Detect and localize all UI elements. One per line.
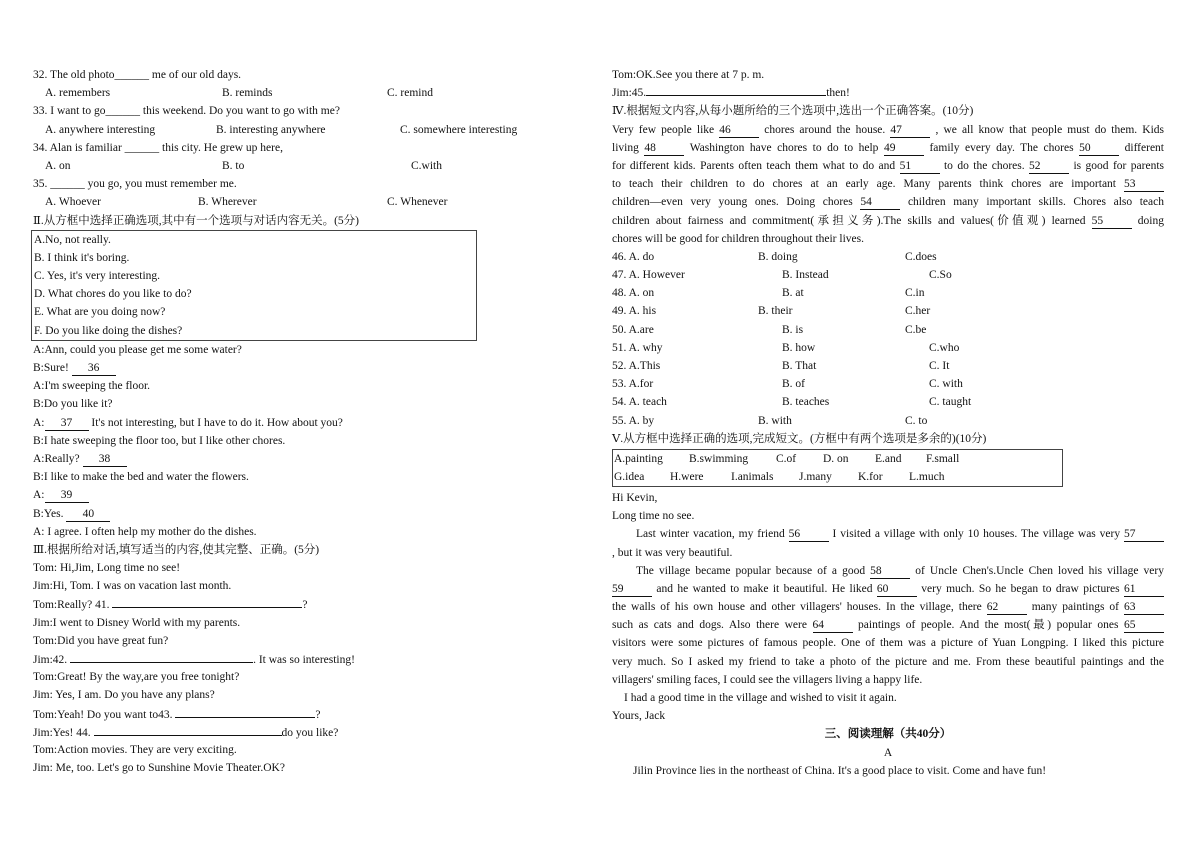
choice-row bbox=[612, 248, 1164, 266]
options-box-row-1 bbox=[614, 450, 1062, 468]
choice-c: C.who bbox=[929, 341, 960, 354]
letter-signoff: Yours, Jack bbox=[612, 710, 666, 723]
choice-b: B. teaches bbox=[782, 396, 830, 409]
letter-greeting: Hi Kevin, bbox=[612, 491, 658, 504]
cloze-blank-52[interactable]: 52 bbox=[1029, 159, 1069, 174]
dialog-text: Jim:42. bbox=[33, 654, 71, 666]
choice-b: B. of bbox=[782, 378, 805, 391]
section-3-title: Ⅲ.根据所给对话,填写适当的内容,使其完整、正确。(5分) bbox=[33, 543, 320, 556]
q35-option-b: B. Wherever bbox=[198, 196, 257, 209]
jim45-prefix: Jim:45. bbox=[612, 87, 647, 100]
q34-options bbox=[33, 157, 533, 175]
dialog-text: Jim:I went to Disney World with my parents. bbox=[33, 616, 241, 629]
choices-section-4 bbox=[612, 248, 1164, 430]
cloze-blank-51[interactable]: 51 bbox=[900, 159, 940, 174]
dialog-line bbox=[33, 450, 533, 468]
dialog-text: A: bbox=[33, 416, 45, 429]
box-option: F.small bbox=[926, 452, 960, 465]
dialog-line bbox=[33, 486, 533, 504]
dialog-text: ? bbox=[315, 708, 321, 721]
dialog-line bbox=[33, 759, 533, 777]
answer-fill-line[interactable] bbox=[94, 723, 282, 736]
reading-passage-label: A bbox=[883, 746, 893, 759]
q32-stem: 32. The old photo______ me of our old days. bbox=[33, 69, 242, 81]
passage-line bbox=[612, 121, 1164, 139]
choice-row bbox=[612, 302, 1164, 320]
passage-line bbox=[612, 616, 1164, 634]
answer-blank-37[interactable]: 37 bbox=[45, 416, 89, 431]
choice-b: B. is bbox=[782, 323, 804, 336]
passage-text: visitors were some pictures of famous people. One of them was a picture of Yuan Longping. I liked this picture bbox=[612, 637, 1164, 650]
box-option: I.animals bbox=[731, 470, 774, 483]
choice-a: 49. A. his bbox=[612, 305, 657, 318]
dialog-text: B:Do you like it? bbox=[33, 398, 113, 411]
answer-blank-45[interactable] bbox=[646, 95, 826, 96]
passage-text: for different kids. Parents often teach them what to do and bbox=[612, 159, 900, 172]
passage-text: I visited a village with only 10 houses. The village was very bbox=[828, 528, 1124, 541]
dialog-text: Tom:Great! By the way,are you free tonight? bbox=[33, 671, 240, 684]
q32-option-c: C. remind bbox=[387, 87, 433, 100]
options-box-section-5 bbox=[612, 449, 1063, 487]
choice-row bbox=[612, 321, 1164, 339]
box-option: J.many bbox=[799, 470, 832, 483]
choice-b: B. doing bbox=[758, 250, 798, 263]
passage-section-5 bbox=[612, 525, 1164, 689]
dialog-line bbox=[33, 377, 533, 395]
passage-text: such as cats and dogs. Also there were bbox=[612, 619, 813, 632]
dialog-line bbox=[33, 432, 533, 450]
passage-text: The village became popular because of a good bbox=[636, 564, 871, 577]
dialog-text: Tom:Action movies. They are very exciting. bbox=[33, 743, 237, 756]
letter-opening: Long time no see. bbox=[612, 510, 695, 523]
cloze-blank-59[interactable]: 59 bbox=[612, 582, 652, 597]
passage-line bbox=[612, 212, 1164, 230]
box-option: A.painting bbox=[614, 452, 663, 465]
dialog-line bbox=[33, 668, 533, 686]
dialog-line bbox=[33, 632, 533, 650]
q32-options bbox=[33, 84, 533, 102]
cloze-blank-48[interactable]: 48 bbox=[644, 141, 684, 156]
dialog-line bbox=[33, 414, 533, 432]
dialog-text: B:I like to make the bed and water the flowers. bbox=[33, 471, 249, 484]
dialog-text: B:I hate sweeping the floor too, but I like other chores. bbox=[33, 434, 286, 447]
dialog-section-2 bbox=[33, 341, 533, 541]
dialog-line bbox=[33, 650, 533, 668]
cloze-blank-56[interactable]: 56 bbox=[789, 527, 829, 542]
q34-stem: 34. Alan is familiar ______ this city. He grew up here, bbox=[33, 141, 283, 154]
answer-blank-40[interactable]: 40 bbox=[66, 507, 110, 522]
dialog-text: A:Ann, could you please get me some water? bbox=[33, 343, 242, 356]
dialog-text: A:Really? bbox=[33, 452, 83, 465]
cloze-blank-54[interactable]: 54 bbox=[860, 195, 900, 210]
section-5-title: Ⅴ.从方框中选择正确的选项,完成短文。(方框中有两个选项是多余的)(10分) bbox=[612, 432, 987, 445]
passage-line bbox=[612, 193, 1164, 211]
choice-a: 47. A. However bbox=[612, 269, 685, 282]
dialog-line bbox=[33, 577, 533, 595]
choice-c: C.be bbox=[905, 323, 927, 336]
choice-a: 46. A. do bbox=[612, 250, 655, 263]
passage-text: is good for parents bbox=[1069, 159, 1164, 172]
dialog-text: . It was so interesting! bbox=[253, 654, 355, 666]
cloze-passage-last-line: chores will be good for children throughout their lives. bbox=[612, 232, 864, 245]
dialog-text: A:I'm sweeping the floor. bbox=[33, 380, 151, 393]
passage-text: very much. So he began to draw pictures bbox=[916, 582, 1124, 595]
passage-line bbox=[612, 157, 1164, 175]
dialog-line bbox=[33, 614, 533, 632]
answer-blank-36[interactable]: 36 bbox=[72, 361, 116, 376]
choice-c: C. It bbox=[929, 360, 950, 372]
cloze-blank-53[interactable]: 53 bbox=[1124, 177, 1164, 192]
choice-c: C. to bbox=[905, 414, 928, 427]
box-option-3: D. What chores do you like to do? bbox=[34, 288, 192, 301]
box-option-2: C. Yes, it's very interesting. bbox=[34, 270, 161, 283]
choice-row bbox=[612, 266, 1164, 284]
dialog-line bbox=[33, 341, 533, 359]
letter-closing-line: I had a good time in the village and wished to visit it again. bbox=[624, 692, 897, 704]
cloze-blank-64[interactable]: 64 bbox=[813, 618, 853, 633]
passage-text: Washington have chores to do to help bbox=[684, 141, 884, 154]
dialog-line bbox=[33, 686, 533, 704]
dialog-text: do you like? bbox=[281, 726, 339, 739]
box-option-1: B. I think it's boring. bbox=[34, 251, 130, 264]
passage-text: different bbox=[1119, 141, 1164, 154]
choice-row bbox=[612, 284, 1164, 302]
passage-line bbox=[612, 525, 1164, 543]
box-option: C.of bbox=[776, 452, 797, 465]
dialog-line bbox=[33, 395, 533, 413]
cloze-blank-50[interactable]: 50 bbox=[1079, 141, 1119, 156]
q32-option-b: B. reminds bbox=[222, 87, 273, 100]
dialog-text: ? bbox=[302, 599, 308, 612]
choice-c: C.does bbox=[905, 250, 937, 263]
options-box-section-2 bbox=[31, 230, 477, 341]
dialog-text: Tom: Hi,Jim, Long time no see! bbox=[33, 562, 181, 575]
section-2-title: Ⅱ.从方框中选择正确选项,其中有一个选项与对话内容无关。(5分) bbox=[33, 214, 359, 227]
answer-fill-line[interactable] bbox=[112, 595, 302, 608]
q35-option-c: C. Whenever bbox=[387, 196, 448, 209]
q32-option-a: A. remembers bbox=[45, 87, 111, 100]
q33-options bbox=[33, 121, 533, 139]
choice-b: B. with bbox=[758, 414, 792, 427]
choice-a: 53. A.for bbox=[612, 378, 654, 391]
dialog-text: Tom:Did you have great fun? bbox=[33, 634, 169, 647]
choice-c: C.her bbox=[905, 305, 931, 318]
dialog-text: A: bbox=[33, 489, 45, 502]
box-option: E.and bbox=[875, 452, 902, 465]
q34-option-a: A. on bbox=[45, 159, 71, 172]
cloze-blank-55[interactable]: 55 bbox=[1092, 214, 1132, 229]
q35-options bbox=[33, 193, 533, 211]
box-option-5: F. Do you like doing the dishes? bbox=[34, 324, 183, 337]
left-column bbox=[33, 66, 533, 777]
choice-row bbox=[612, 412, 1164, 430]
choice-row bbox=[612, 357, 1164, 375]
passage-text: paintings of people. And the most(最) popular ones bbox=[852, 619, 1124, 632]
dialog-line bbox=[33, 505, 533, 523]
passage-line bbox=[612, 598, 1164, 616]
choice-b: B. Instead bbox=[782, 269, 829, 282]
dialog-text: Jim: Me, too. Let's go to Sunshine Movie Theater.OK? bbox=[33, 762, 285, 775]
box-option-4: E. What are you doing now? bbox=[34, 306, 166, 319]
dialog-text: Jim: Yes, I am. Do you have any plans? bbox=[33, 689, 215, 702]
passage-line bbox=[612, 653, 1164, 671]
dialog-line bbox=[33, 741, 533, 759]
passage-text: , we all know that people must do them. Kids bbox=[930, 123, 1164, 136]
dialog-section-3 bbox=[33, 559, 533, 777]
cloze-blank-62[interactable]: 62 bbox=[987, 600, 1027, 615]
cloze-blank-49[interactable]: 49 bbox=[884, 141, 924, 156]
passage-text: children many important skills. Chores also teach bbox=[900, 196, 1164, 209]
dialog-line bbox=[33, 523, 533, 541]
box-option: H.were bbox=[670, 470, 704, 483]
choice-c: C.So bbox=[929, 269, 952, 282]
passage-line bbox=[612, 580, 1164, 598]
choice-a: 52. A.This bbox=[612, 360, 661, 372]
box-option-0: A.No, not really. bbox=[34, 233, 111, 246]
passage-text: to do the chores. bbox=[939, 159, 1030, 172]
dialog-line bbox=[33, 468, 533, 486]
q35-stem: 35. ______ you go, you must remember me. bbox=[33, 178, 237, 191]
choice-c: C.in bbox=[905, 287, 925, 300]
dialog-text: A: I agree. I often help my mother do the dishes. bbox=[33, 525, 257, 538]
passage-line bbox=[612, 562, 1164, 580]
choice-b: B. how bbox=[782, 341, 816, 354]
q33-option-a: A. anywhere interesting bbox=[45, 123, 156, 136]
choice-b: B. at bbox=[782, 287, 804, 300]
dialog-text: Tom:Yeah! Do you want to43. bbox=[33, 708, 176, 721]
passage-line bbox=[612, 634, 1164, 652]
right-column bbox=[612, 66, 1164, 780]
reading-section-title: 三、阅读理解（共40分） bbox=[824, 728, 952, 741]
passage-text: family every day. The chores bbox=[923, 141, 1080, 154]
answer-blank-38[interactable]: 38 bbox=[83, 452, 127, 467]
passage-text: many paintings of bbox=[1026, 601, 1125, 614]
choice-row bbox=[612, 393, 1164, 411]
dialog-line-jim-45 bbox=[612, 84, 1164, 102]
reading-first-line: Jilin Province lies in the northeast of China. It's a good place to visit. Come and have fun! bbox=[633, 764, 1047, 777]
dialog-line bbox=[33, 559, 533, 577]
dialog-line bbox=[33, 705, 533, 723]
box-option: L.much bbox=[909, 470, 945, 483]
answer-fill-line[interactable] bbox=[175, 705, 315, 718]
answer-fill-line[interactable] bbox=[70, 650, 253, 663]
passage-text: very much. So I asked my friend to take a photo of the picture and me. From these beautiful paintings and the bbox=[612, 655, 1164, 668]
box-option: K.for bbox=[858, 470, 883, 483]
box-option: B.swimming bbox=[689, 452, 749, 465]
passage-text: Very few people like bbox=[612, 123, 720, 136]
cloze-blank-65[interactable]: 65 bbox=[1124, 618, 1164, 633]
dialog-text: Jim:Yes! 44. bbox=[33, 726, 94, 739]
options-box-row-2 bbox=[614, 468, 1062, 486]
choice-a: 51. A. why bbox=[612, 341, 663, 354]
choice-row bbox=[612, 375, 1164, 393]
cloze-blank-60[interactable]: 60 bbox=[877, 582, 917, 597]
passage-text: and he wanted to make it beautiful. He liked bbox=[652, 582, 877, 595]
passage-text: villagers' smiling faces, I could see the villagers living a happy life. bbox=[612, 673, 923, 686]
cloze-blank-57[interactable]: 57 bbox=[1124, 527, 1164, 542]
dialog-line bbox=[33, 595, 533, 613]
passage-line bbox=[612, 671, 1164, 689]
q33-option-b: B. interesting anywhere bbox=[216, 123, 326, 136]
q33-option-c: C. somewhere interesting bbox=[400, 123, 518, 136]
passage-text: , but it was very beautiful. bbox=[612, 546, 733, 559]
cloze-blank-46[interactable]: 46 bbox=[719, 123, 759, 138]
choice-c: C. with bbox=[929, 378, 963, 391]
q34-option-b: B. to bbox=[222, 159, 245, 172]
dialog-line bbox=[33, 359, 533, 377]
answer-blank-39[interactable]: 39 bbox=[45, 488, 89, 503]
dialog-line-tom-ok: Tom:OK.See you there at 7 p. m. bbox=[612, 69, 765, 81]
passage-line bbox=[612, 175, 1164, 193]
box-option: G.idea bbox=[614, 470, 645, 483]
cloze-blank-61[interactable]: 61 bbox=[1124, 582, 1164, 597]
cloze-blank-58[interactable]: 58 bbox=[870, 564, 910, 579]
section-4-title: Ⅳ.根据短文内容,从每小题所给的三个选项中,选出一个正确答案。(10分) bbox=[612, 105, 974, 118]
dialog-text: It's not interesting, but I have to do it. How about you? bbox=[88, 416, 343, 429]
passage-line bbox=[612, 544, 1164, 562]
passage-text: to teach their children to do chores at an early age. Many parents think chores are important bbox=[612, 178, 1124, 191]
cloze-blank-63[interactable]: 63 bbox=[1124, 600, 1164, 615]
dialog-text: B:Sure! bbox=[33, 362, 72, 374]
q34-option-c: C.with bbox=[411, 159, 442, 172]
dialog-text: Tom:Really? 41. bbox=[33, 599, 113, 612]
passage-text: children about fairness and commitment(承担义务).The skills and values(价值观) learned bbox=[612, 214, 1092, 227]
box-option: D. on bbox=[823, 452, 849, 465]
cloze-passage-section-4 bbox=[612, 121, 1164, 230]
passage-text: living bbox=[612, 141, 645, 154]
choice-a: 48. A. on bbox=[612, 287, 655, 300]
dialog-text: Jim:Hi, Tom. I was on vacation last month. bbox=[33, 580, 232, 593]
passage-text: chores around the house. bbox=[759, 123, 891, 136]
passage-text: the walls of his own house and other villagers' houses. In the village, there bbox=[612, 601, 987, 614]
choice-a: 50. A.are bbox=[612, 323, 654, 336]
jim45-suffix: then! bbox=[826, 87, 850, 100]
passage-line bbox=[612, 139, 1164, 157]
q35-option-a: A. Whoever bbox=[45, 196, 101, 209]
dialog-line bbox=[33, 723, 533, 741]
passage-text: children—even very young ones. Doing chores bbox=[612, 196, 861, 209]
choice-b: B. That bbox=[782, 360, 817, 372]
cloze-blank-47[interactable]: 47 bbox=[890, 123, 930, 138]
choice-b: B. their bbox=[758, 305, 793, 318]
choice-c: C. taught bbox=[929, 396, 972, 409]
passage-text: of Uncle Chen's.Uncle Chen loved his village very bbox=[910, 564, 1164, 577]
choice-a: 55. A. by bbox=[612, 414, 655, 427]
dialog-text: B:Yes. bbox=[33, 507, 67, 520]
q33-stem: 33. I want to go______ this weekend. Do you want to go with me? bbox=[33, 105, 340, 118]
choice-a: 54. A. teach bbox=[612, 396, 667, 409]
choice-row bbox=[612, 339, 1164, 357]
passage-text: doing bbox=[1131, 214, 1164, 227]
passage-text: Last winter vacation, my friend bbox=[636, 528, 789, 541]
